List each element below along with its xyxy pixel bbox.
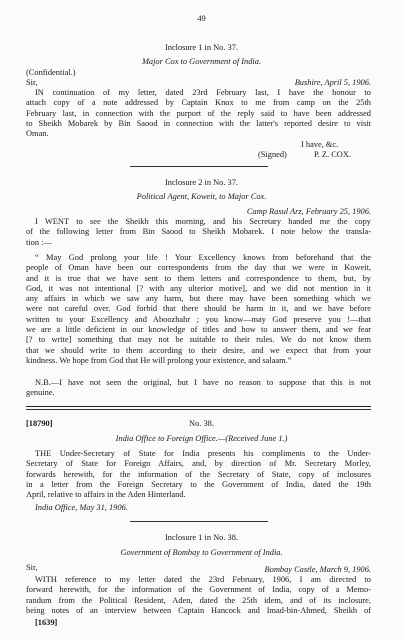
letter-intro bbox=[26, 217, 371, 248]
body-line: February last, in connection with the purport of the reply said to have been addressed bbox=[26, 108, 371, 118]
body-line: randum from the Political Resident, Aden, dated the 25th idem, and of its inclosure, bbox=[26, 595, 371, 605]
letter-body bbox=[26, 88, 371, 139]
nota-bene bbox=[26, 378, 371, 399]
body-line: attach copy of a note addressed by Captain Knox to me from camp on the 25th bbox=[26, 98, 371, 108]
body-line: in a letter from the Foreign Secretary to the Government of India, dated the 19th bbox=[26, 479, 371, 489]
section-divider bbox=[130, 166, 268, 167]
body-line: THE Under-Secretary of State for India presents his compliments to the Under- bbox=[35, 449, 371, 458]
body-line: of the following letter from Bin Saood to Sheikh Mobarek. I note below the transla- bbox=[26, 227, 371, 237]
inclosure-2-no37-heading: Inclosure 2 in No. 37. bbox=[164, 178, 239, 187]
body-line: April, relative to affairs in the Aden Hinterland. bbox=[26, 490, 186, 500]
no38-subheading: India Office to Foreign Office.—(Received June 1.) bbox=[115, 434, 288, 443]
quote-line: God, it was not intentional [? with any ulterior motive], and we did not mention in it bbox=[26, 283, 371, 293]
place-date: Bushire, April 5, 1906. bbox=[294, 78, 371, 87]
quote-line: people of Oman have been our correspondents from the day that we were in Koweit, bbox=[26, 263, 371, 273]
place-date: Camp Rasul Arz, February 25, 1906. bbox=[246, 207, 371, 216]
signatory: P. Z. COX. bbox=[314, 150, 351, 159]
document-number: No. 38. bbox=[189, 419, 214, 428]
salutation: Sir, bbox=[26, 78, 38, 87]
nb-line: N.B.—I have not seen the original, but I have no reason to suppose that this is not bbox=[35, 378, 371, 387]
inclosure-2-no37-subheading: Political Agent, Koweit, to Major Cox. bbox=[136, 192, 267, 201]
section-divider-full bbox=[26, 409, 371, 410]
quote-line: kindness. We hope from God that He will prolong your existence, and salaam.” bbox=[26, 355, 292, 365]
body-line: tion :— bbox=[26, 237, 52, 247]
quote-line: written to your Excellency and Aboozhahr ; you know—may God preserve you !—that bbox=[26, 314, 371, 324]
no38-date-line: India Office, May 31, 1906. bbox=[35, 503, 128, 512]
footer-reference: [1639] bbox=[35, 618, 58, 627]
salutation: Sir, bbox=[26, 563, 38, 572]
section-divider bbox=[130, 521, 268, 522]
quote-line: were not careful over. God forbid that there should be harm in it, and we have before bbox=[26, 304, 371, 314]
section-divider-full bbox=[26, 406, 371, 407]
body-line: I WENT to see the Sheikh this morning, and his Secretary handed me the copy bbox=[35, 217, 371, 226]
inclosure-1-no37-heading: Inclosure 1 in No. 37. bbox=[164, 43, 239, 52]
body-line: WITH reference to my letter dated the 23rd February, 1906, I am directed to bbox=[35, 575, 371, 584]
signed-label: (Signed) bbox=[258, 150, 287, 159]
no38-body bbox=[26, 449, 371, 500]
body-line: being notes of an interview between Captain Hancock and Imad-bin-Ahmed, Sheikh of bbox=[26, 605, 371, 615]
confidential-label: (Confidential.) bbox=[26, 68, 76, 77]
inclosure-1-no37-subheading: Major Cox to Government of India. bbox=[141, 57, 262, 66]
body-line: forwards herewith, for the information of the Secretary of State, copy of inclosures bbox=[26, 469, 371, 479]
place-date: Bombay Castle, March 9, 1906. bbox=[264, 565, 371, 574]
body-line: Secretary of State for Foreign Affairs, and, by direction of Mr. Secretary Morley, bbox=[26, 459, 371, 469]
bombay-letter-body bbox=[26, 575, 371, 616]
body-line: IN continuation of my letter, dated 23rd February last, I have the honour to bbox=[35, 88, 371, 97]
quoted-letter bbox=[26, 253, 371, 366]
quote-line: and it is true that we have sent to them letters and correspondence to them, but, by bbox=[26, 273, 371, 283]
reference-number: [18790] bbox=[26, 419, 53, 428]
page-number: 49 bbox=[197, 14, 206, 23]
inclosure-1-no38-subheading: Government of Bombay to Government of India. bbox=[120, 548, 283, 557]
body-line: Oman. bbox=[26, 129, 49, 139]
quote-line: [? to write] something that may not be suitable to their rules. We do not know them bbox=[26, 335, 371, 345]
quote-line: “ May God prolong your life ! Your Excellency knows from beforehand that the bbox=[35, 253, 371, 262]
quote-line: any affairs in which we saw any harm, but there may have been something which we bbox=[26, 294, 371, 304]
quote-line: that we should write to them according to their desire, and we expect that from your bbox=[26, 345, 371, 355]
nb-line: genuine. bbox=[26, 388, 55, 398]
quote-line: we are a little deficient in our knowledge of titles and how to answer them, and we fear bbox=[26, 325, 371, 335]
body-line: forward herewith, for the information of the Government of India, copy of a Memo- bbox=[26, 585, 371, 595]
inclosure-1-no38-heading: Inclosure 1 in No. 38. bbox=[164, 533, 239, 542]
closing: I have, &c. bbox=[301, 140, 339, 149]
body-line: to Sheikh Mobarek by Bin Saood in connection with the latter's reported desire to visit bbox=[26, 118, 371, 128]
